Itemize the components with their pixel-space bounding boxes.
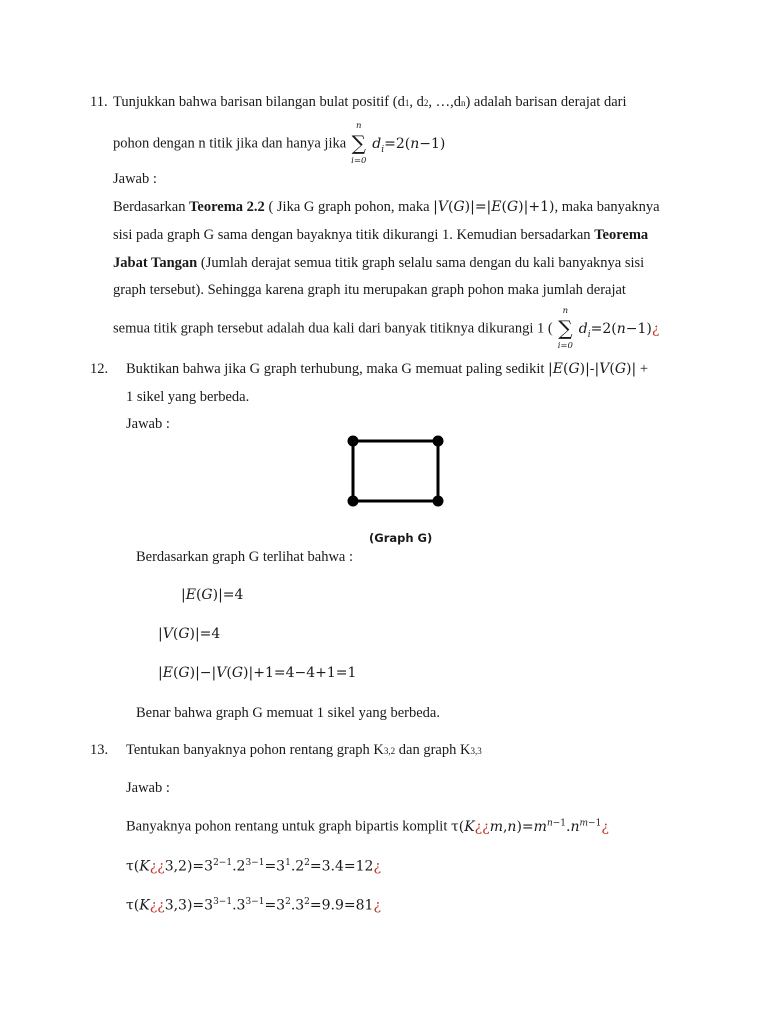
graph-vertex bbox=[348, 436, 359, 447]
q11-para-line1: Berdasarkan Teorema 2.2 ( Jika G graph pohon, maka |V(G)|=|E(G)|+1), maka banyaknya bbox=[113, 199, 660, 215]
q11-line1: Tunjukkan bahwa barisan bilangan bulat positif (d1, d2, …,dn) adalah barisan derajat dari bbox=[113, 94, 627, 110]
q11-line2: pohon dengan n titik jika dan hanya jika n ∑ i=0 $d_i=2(n-1)$ bbox=[113, 121, 446, 166]
graph-caption: (Graph G) bbox=[369, 531, 433, 545]
q13-line1: Tentukan banyaknya pohon rentang graph K3,2 dan graph K3,3 bbox=[126, 742, 482, 758]
q11-para-line3: Jabat Tangan (Jumlah derajat semua titik graph selalu sama dengan du kali banyaknya sisi bbox=[113, 255, 645, 271]
q12-line2: 1 sikel yang berbeda. bbox=[126, 389, 250, 405]
q11-para-line4: graph tersebut). Sehingga karena graph itu merupakan graph pohon maka jumlah derajat bbox=[113, 282, 626, 298]
q11-para-line5: semua titik graph tersebut adalah dua kali dari banyak titiknya dikurangi 1 ( n ∑ i=0 $d_i=2(n-1)¿$ bbox=[113, 306, 660, 351]
graph-vertex bbox=[433, 436, 444, 447]
eq-k33: $\tau(K¿¿3,3)=3^{3-1}.3^{3-1}=3^2.3^2=9.9=81¿$ bbox=[126, 897, 381, 914]
eq-k32: $\tau(K¿¿3,2)=3^{2-1}.2^{3-1}=3^1.2^2=3.4=12¿$ bbox=[126, 858, 381, 875]
graph-g-diagram bbox=[340, 430, 450, 512]
q13-jawab: Jawab : bbox=[126, 780, 170, 796]
q13-para: Banyaknya pohon rentang untuk graph bipartis komplit $\tau(K¿¿m,n)=m^{n-1}.n^{m-1}¿$ bbox=[126, 818, 609, 835]
q12-para: Berdasarkan graph G terlihat bahwa : bbox=[136, 549, 354, 565]
eq-vertices: |V(G)|=4 bbox=[158, 626, 221, 642]
sum-formula: n ∑ i=0 $d_i=2(n-1)$ bbox=[351, 121, 446, 166]
graph-vertex bbox=[348, 496, 359, 507]
q12-conclusion: Benar bahwa graph G memuat 1 sikel yang berbeda. bbox=[136, 705, 440, 721]
graph-vertex bbox=[433, 496, 444, 507]
q11-number: 11. bbox=[90, 94, 108, 110]
q13-number: 13. bbox=[90, 742, 109, 758]
eq-cycles: |E(G)|−|V(G)|+1=4−4+1=1 bbox=[158, 665, 357, 681]
q11-para-line2: sisi pada graph G sama dengan bayaknya titik dikurangi 1. Kemudian bersadarkan Teorema bbox=[113, 227, 649, 243]
q12-number: 12. bbox=[90, 361, 109, 377]
eq-edges: |E(G)|=4 bbox=[181, 587, 244, 603]
q12-line1: Buktikan bahwa jika G graph terhubung, maka G memuat paling sedikit |E(G)|-|V(G)| + bbox=[126, 361, 649, 377]
q11-jawab: Jawab : bbox=[113, 171, 157, 187]
q12-jawab: Jawab : bbox=[126, 416, 170, 432]
